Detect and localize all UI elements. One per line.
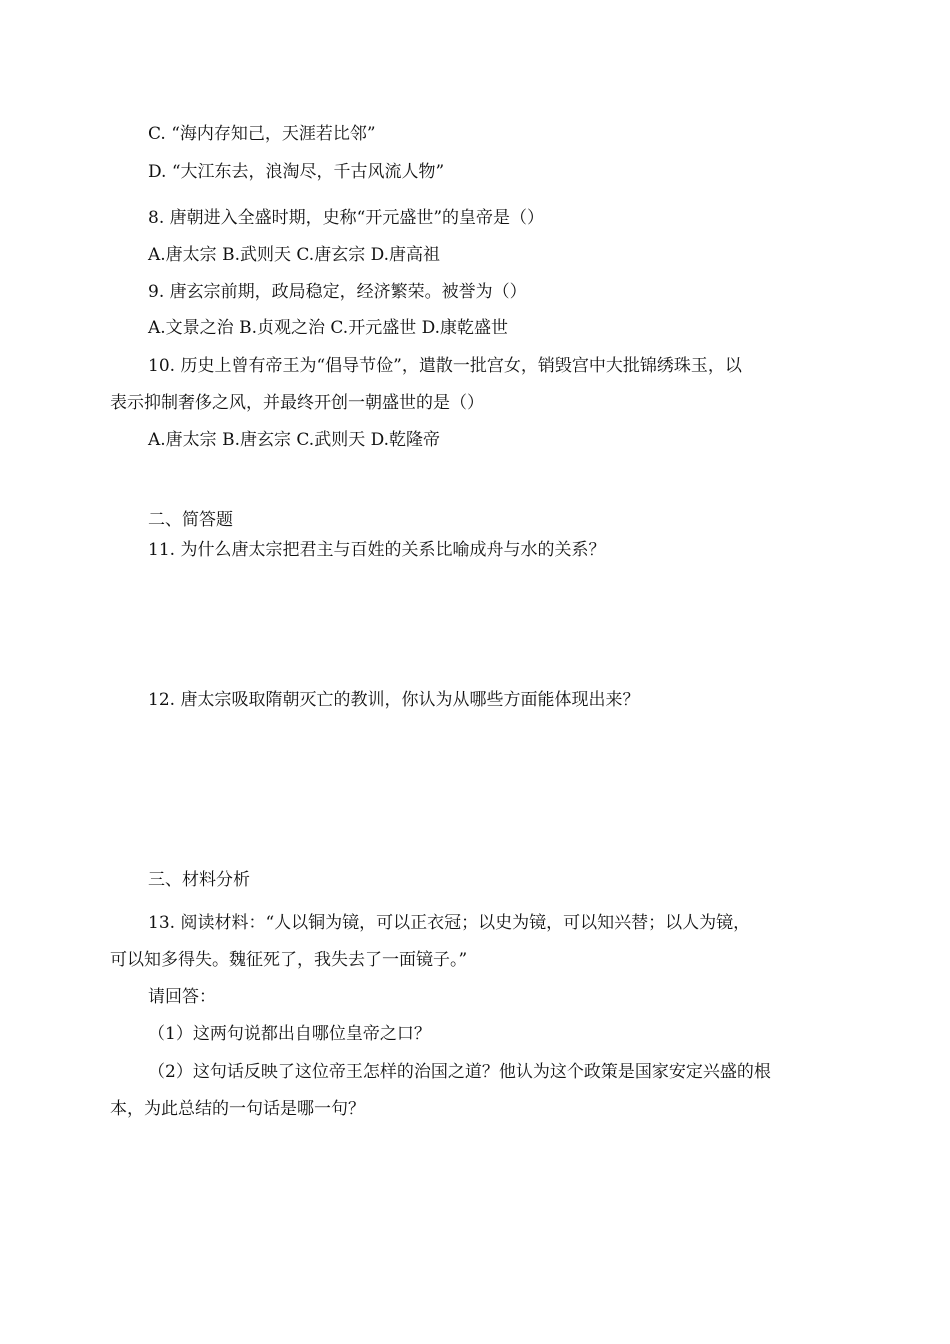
question-11: 11. 为什么唐太宗把君主与百姓的关系比喻成舟与水的关系？ [148, 540, 606, 560]
section-heading-short-answer: 二、简答题 [148, 510, 233, 530]
question-9-options: A.文景之治 B.贞观之治 C.开元盛世 D.康乾盛世 [148, 318, 509, 338]
section-heading-material-analysis: 三、材料分析 [148, 870, 250, 890]
question-13-sub-1: （1）这两句说都出自哪位皇帝之口？ [148, 1024, 431, 1044]
option-c: C. “海内存知己，天涯若比邻” [148, 124, 376, 144]
question-10-line-1: 10. 历史上曾有帝王为“倡导节俭”，遣散一批宫女，销毁宫中大批锦绣珠玉，以 [148, 356, 742, 376]
question-9: 9. 唐玄宗前期，政局稳定，经济繁荣。被誉为（） [148, 282, 527, 302]
question-10-line-2: 表示抑制奢侈之风，并最终开创一朝盛世的是（） [110, 393, 484, 413]
question-8: 8. 唐朝进入全盛时期，史称“开元盛世”的皇帝是（） [148, 208, 545, 228]
question-13-prompt: 请回答： [148, 987, 216, 1007]
question-13-line-1: 13. 阅读材料：“人以铜为镜，可以正衣冠；以史为镜，可以知兴替；以人为镜， [148, 913, 751, 933]
question-8-options: A.唐太宗 B.武则天 C.唐玄宗 D.唐高祖 [148, 245, 441, 265]
question-13-sub-2-line-1: （2）这句话反映了这位帝王怎样的治国之道？他认为这个政策是国家安定兴盛的根 [148, 1062, 771, 1082]
question-12: 12. 唐太宗吸取隋朝灭亡的教训，你认为从哪些方面能体现出来？ [148, 690, 640, 710]
question-10-options: A.唐太宗 B.唐玄宗 C.武则天 D.乾隆帝 [148, 430, 441, 450]
option-d: D. “大江东去，浪淘尽，千古风流人物” [148, 162, 445, 182]
question-13-line-2: 可以知多得失。魏征死了，我失去了一面镜子。” [110, 950, 468, 970]
question-13-sub-2-line-2: 本，为此总结的一句话是哪一句？ [110, 1099, 365, 1119]
